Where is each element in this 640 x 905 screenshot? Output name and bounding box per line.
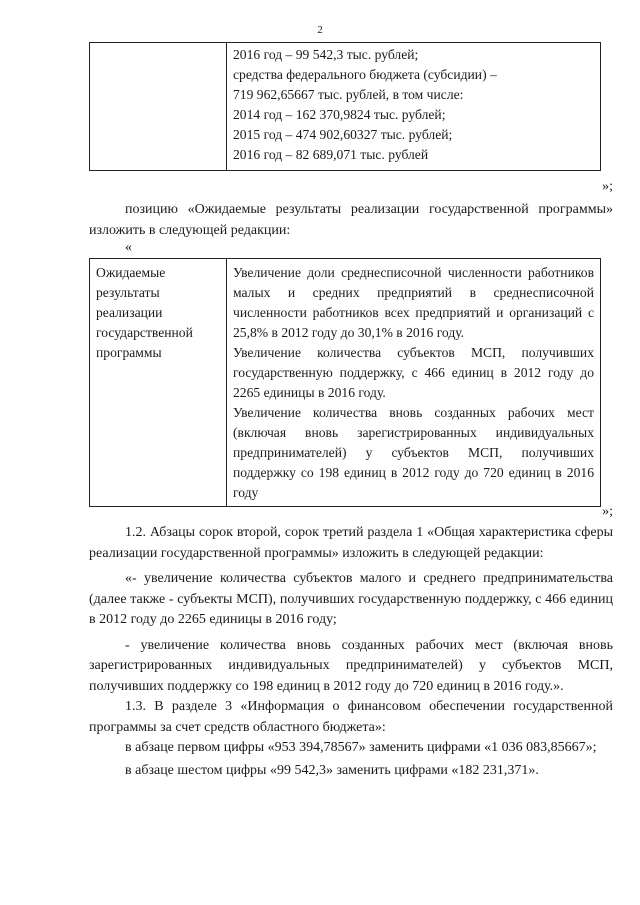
result-paragraph: Увеличение доли среднесписочной численности работников малых и средних предприятий в среднесписочной численности работников всех предприятий и организаций с 25,8% в 2012 году до 30,1% в 2016 году. [233, 265, 594, 340]
funding-line: 719 962,65667 тыс. рублей, в том числе: [233, 87, 464, 102]
results-table [89, 258, 601, 507]
funding-table [89, 42, 601, 171]
amendments-body [89, 523, 613, 781]
funding-line: 2014 год – 162 370,9824 тыс. рублей; [233, 107, 446, 122]
bullet-2: - увеличение количества вновь созданных рабочих мест (включая вновь зарегистрированных индивидуальных предпринимателей) у субъектов МСП, получивших поддержку со 198 единиц в 2012 году до 720 единиц в 2016 году.». [89, 637, 613, 694]
bullet-1: «- увеличение количества субъектов малого и среднего предпринимательства (далее также - субъекты МСП), получивших государственную поддержку, с 466 единиц в 2012 году до 2265 единицы в 2016 году; [89, 571, 613, 627]
page-number: 2 [317, 24, 323, 36]
funding-line: 2016 год – 82 689,071 тыс. рублей [233, 147, 429, 162]
quote-open: « [125, 240, 132, 255]
quote-close-1: »; [602, 179, 613, 194]
funding-table-right-cell [227, 43, 601, 171]
funding-table-left-cell [90, 43, 227, 171]
intro-paragraph: позицию «Ожидаемые результаты реализации государственной программы» изложить в следующей редакции: [89, 202, 613, 238]
funding-line: 2016 год – 99 542,3 тыс. рублей; [233, 47, 419, 62]
paragraph-first-change: в абзаце первом цифры «953 394,78567» заменить цифрами «1 036 083,85667»; [125, 740, 597, 755]
results-label-cell: Ожидаемые результаты реализации государственной программы [90, 259, 227, 507]
result-paragraph: Увеличение количества субъектов МСП, получивших государственную поддержку, с 466 единиц в 2012 году до 2265 единицы в 2016 году. [233, 345, 594, 400]
paragraph-sixth-change: в абзаце шестом цифры «99 542,3» заменить цифрами «182 231,371». [125, 762, 539, 778]
funding-line: средства федерального бюджета (субсидии) – [233, 67, 497, 82]
result-paragraph: Увеличение количества вновь созданных рабочих мест (включая вновь зарегистрированных индивидуальных предпринимателей) у субъектов МСП, получивших поддержку со 198 единиц в 2012 году до 720 единиц в 2016 году [233, 405, 594, 500]
section-1-3: 1.3. В разделе 3 «Информация о финансовом обеспечении государственной программы за счет средств областного бюджета»: [89, 699, 613, 735]
quote-close-2: »; [602, 504, 613, 519]
section-1-2: 1.2. Абзацы сорок второй, сорок третий раздела 1 «Общая характеристика сферы реализации государственной программы» изложить в следующей редакции: [89, 525, 613, 561]
funding-line: 2015 год – 474 902,60327 тыс. рублей; [233, 127, 453, 142]
results-content-cell [227, 259, 601, 507]
